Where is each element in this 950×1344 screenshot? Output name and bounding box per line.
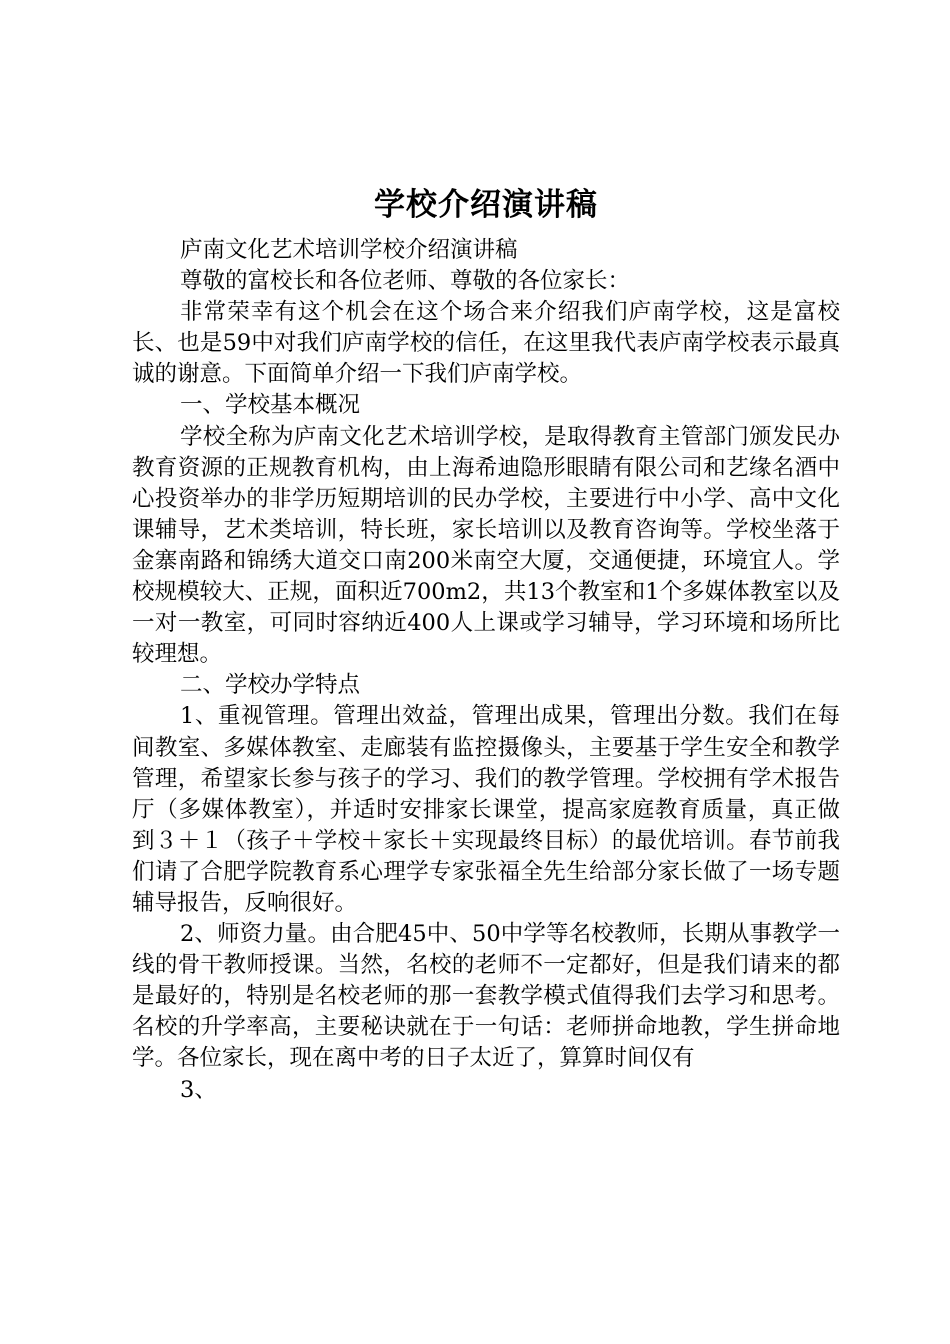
paragraph-feature-teachers: 2、师资力量。由合肥45中、50中学等名校教师，长期从事教学一线的骨干教师授课。当然，名校的老师不一定都好，但是我们请来的都是最好的，特别是名校老师的那一套教学模式值得我们去学习和思考。名校的升学率高，主要秘诀就在于一句话：老师拼命地教，学生拼命地学。各位家长，现在离中考的日子太近了，算算时间仅有: [132, 921, 840, 1072]
section-heading-overview: 一、学校基本概况: [180, 392, 361, 419]
section-heading-features: 二、学校办学特点: [180, 672, 361, 699]
paragraph-feature-management: 1、重视管理。管理出效益，管理出成果，管理出分数。我们在每间教室、多媒体教室、走廊装有监控摄像头，主要基于学生安全和教学管理，希望家长参与孩子的学习、我们的教学管理。学校拥有学术报告厅（多媒体教室），并适时安排家长课堂，提高家庭教育质量，真正做到３＋１（孩子＋学校＋家长＋实现最终目标）的最优培训。春节前我们请了合肥学院教育系心理学专家张福全先生给部分家长做了一场专题辅导报告，反响很好。: [132, 703, 840, 916]
paragraph-greeting: 尊敬的富校长和各位老师、尊敬的各位家长：: [180, 268, 631, 295]
paragraph-feature-3: 3、: [180, 1076, 217, 1103]
document-title: 学校介绍演讲稿: [374, 187, 598, 223]
paragraph-school-name: 庐南文化艺术培训学校介绍演讲稿: [180, 237, 518, 263]
document-page: [132, 183, 840, 1106]
paragraph-overview: 学校全称为庐南文化艺术培训学校，是取得教育主管部门颁发民办教育资源的正规教育机构，由上海希迪隐形眼睛有限公司和艺缘名酒中心投资举办的非学历短期培训的民办学校，主要进行中小学、高中文化课辅导，艺术类培训，特长班，家长培训以及教育咨询等。学校坐落于金寨南路和锦绣大道交口南200米南空大厦，交通便捷，环境宜人。学校规模较大、正规，面积近700m2，共13个教室和1个多媒体教室以及一对一教室，可同时容纳近400人上课或学习辅导，学习环境和场所比较理想。: [132, 423, 840, 668]
paragraph-intro: 非常荣幸有这个机会在这个场合来介绍我们庐南学校，这是富校长、也是59中对我们庐南学校的信任，在这里我代表庐南学校表示最真诚的谢意。下面简单介绍一下我们庐南学校。: [132, 299, 840, 388]
